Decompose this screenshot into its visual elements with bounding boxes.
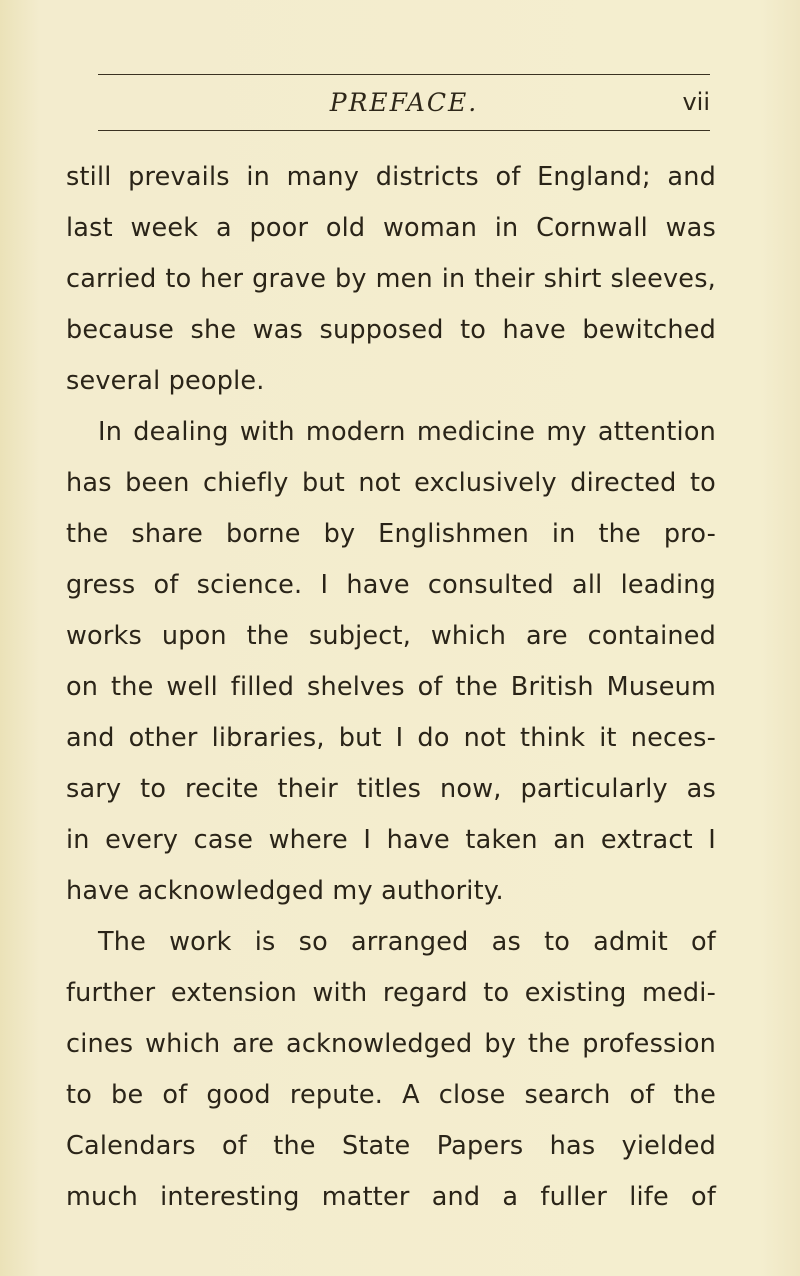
text-line: works upon the subject, which are contained bbox=[66, 621, 716, 651]
text-line: and other libraries, but I do not think it neces- bbox=[66, 723, 716, 753]
text-line: further extension with regard to existing medi- bbox=[66, 978, 716, 1008]
text-line: sary to recite their titles now, particularly as bbox=[66, 774, 716, 804]
text-line: carried to her grave by men in their shirt sleeves, bbox=[66, 264, 716, 294]
running-title: PREFACE. bbox=[329, 88, 479, 117]
page-header bbox=[98, 86, 710, 120]
text-line: still prevails in many districts of England; and bbox=[66, 162, 716, 192]
text-line: much interesting matter and a fuller life of bbox=[66, 1182, 716, 1212]
text-line: In dealing with modern medicine my attention bbox=[98, 417, 716, 447]
text-line: has been chiefly but not exclusively directed to bbox=[66, 468, 716, 498]
text-line: Calendars of the State Papers has yielded bbox=[66, 1131, 716, 1161]
body-text bbox=[66, 152, 716, 1223]
text-line: last week a poor old woman in Cornwall was bbox=[66, 213, 716, 243]
text-line: several people. bbox=[66, 366, 265, 396]
text-line: on the well filled shelves of the British Museum bbox=[66, 672, 716, 702]
text-line: cines which are acknowledged by the profession bbox=[66, 1029, 716, 1059]
page-number: vii bbox=[682, 88, 710, 116]
header-rule-top bbox=[98, 74, 710, 75]
text-line: because she was supposed to have bewitched bbox=[66, 315, 716, 345]
text-line: gress of science. I have consulted all leading bbox=[66, 570, 716, 600]
text-line: The work is so arranged as to admit of bbox=[98, 927, 716, 957]
text-line: to be of good repute. A close search of the bbox=[66, 1080, 716, 1110]
text-line: the share borne by Englishmen in the pro- bbox=[66, 519, 716, 549]
text-line: in every case where I have taken an extract I bbox=[66, 825, 716, 855]
text-line: have acknowledged my authority. bbox=[66, 876, 504, 906]
header-rule-bottom bbox=[98, 130, 710, 131]
